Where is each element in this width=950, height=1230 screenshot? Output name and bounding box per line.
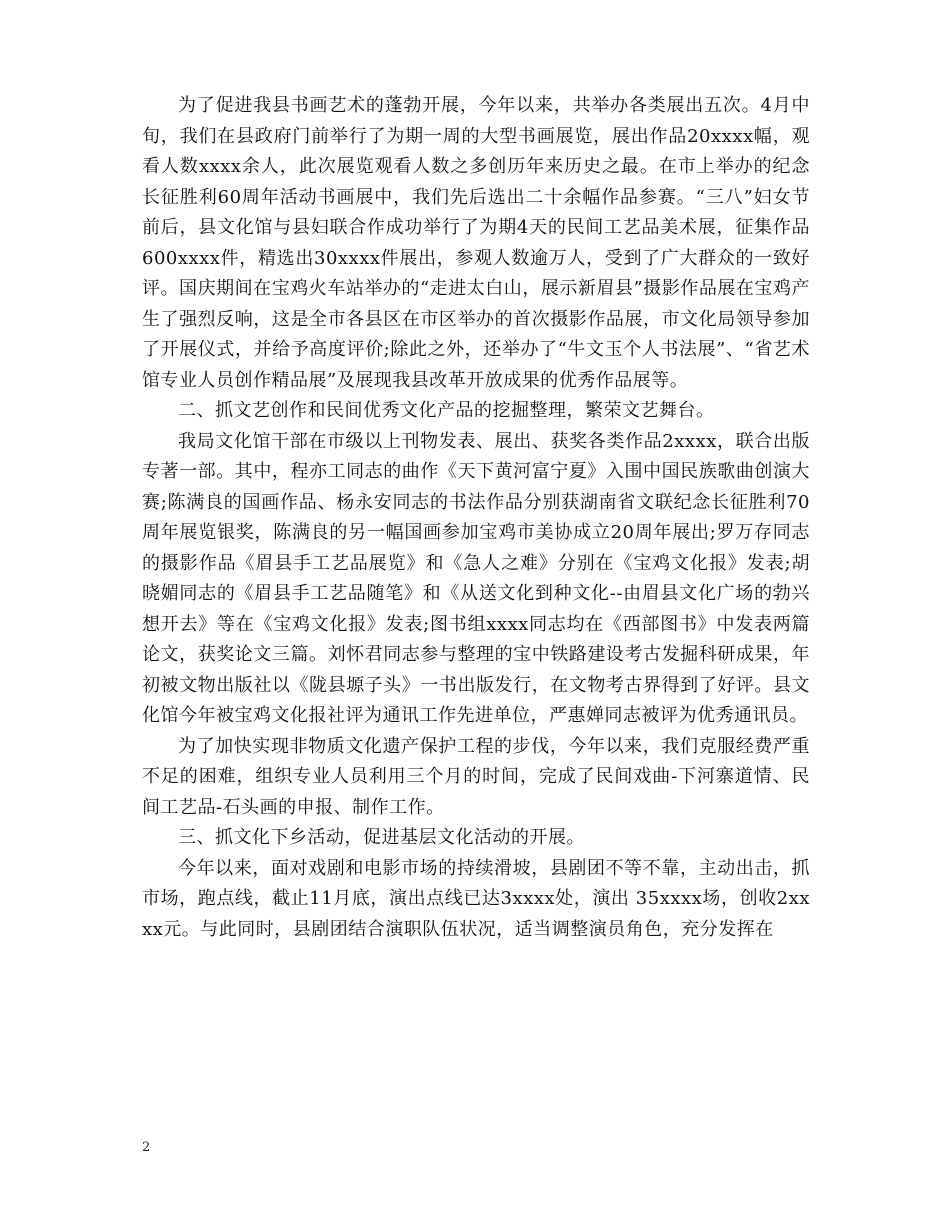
- section-heading-three: 三、抓文化下乡活动，促进基层文化活动的开展。: [178, 827, 585, 848]
- page-number: 2: [142, 1140, 151, 1155]
- section-heading-two: 二、抓文艺创作和民间优秀文化产品的挖掘整理，繁荣文艺舞台。: [178, 400, 715, 421]
- paragraph-heritage-protection: 为了加快实现非物质文化遗产保护工程的步伐，今年以来，我们克服经费严重不足的困难，组织专业人员利用三个月的时间，完成了民间戏曲-下河寨道情、民间工艺品-石头画的申报、制作工作。: [142, 735, 810, 818]
- paragraph-troupe-performances: 今年以来，面对戏剧和电影市场的持续滑坡，县剧团不等不靠，主动出击，抓市场，跑点线，截止11月底，演出点线已达3xxxx处，演出 35xxxx场，创收2xxxx元。与此同时，县剧团结合演职队伍状况，适当调整演员角色，充分发挥在: [142, 857, 810, 940]
- paragraph-creative-works: 我局文化馆干部在市级以上刊物发表、展出、获奖各类作品2xxxx，联合出版专著一部。其中，程亦工同志的曲作《天下黄河富宁夏》入围中国民族歌曲创演大赛;陈满良的国画作品、杨永安同志的书法作品分别获湖南省文联纪念长征胜利70周年展览银奖，陈满良的另一幅国画参加宝鸡市美协成立20周年展出;罗万存同志的摄影作品《眉县手工艺品展览》和《急人之难》分别在《宝鸡文化报》发表;胡晓媚同志的《眉县手工艺品随笔》和《从送文化到种文化--由眉县文化广场的勃兴想开去》等在《宝鸡文化报》发表;图书组xxxx同志均在《西部图书》中发表两篇论文，获奖论文三篇。刘怀君同志参与整理的宝中铁路建设考古发掘科研成果，年初被文物出版社以《陇县塬子头》一书出版发行，在文物考古界得到了好评。县文化馆今年被宝鸡文化报社评为通讯工作先进单位，严惠婵同志被评为优秀通讯员。: [142, 430, 810, 726]
- document-body: [142, 91, 810, 945]
- paragraph-exhibitions: 为了促进我县书画艺术的蓬勃开展，今年以来，共举办各类展出五次。4月中旬，我们在县政府门前举行了为期一周的大型书画展览，展出作品20xxxx幅，观看人数xxxx余人，此次展览观看人数之多创历年来历史之最。在市上举办的纪念长征胜利60周年活动书画展中，我们先后选出二十余幅作品参赛。“三八”妇女节前后，县文化馆与县妇联合作成功举行了为期4天的民间工艺品美术展，征集作品600xxxx件，精选出30xxxx件展出，参观人数逾万人，受到了广大群众的一致好评。国庆期间在宝鸡火车站举办的“走进太白山，展示新眉县”摄影作品展在宝鸡产生了强烈反响，这是全市各县区在市区举办的首次摄影作品展，市文化局领导参加了开展仪式，并给予高度评价;除此之外，还举办了“牛文玉个人书法展”、“省艺术馆专业人员创作精品展”及展现我县改革开放成果的优秀作品展等。: [142, 95, 810, 391]
